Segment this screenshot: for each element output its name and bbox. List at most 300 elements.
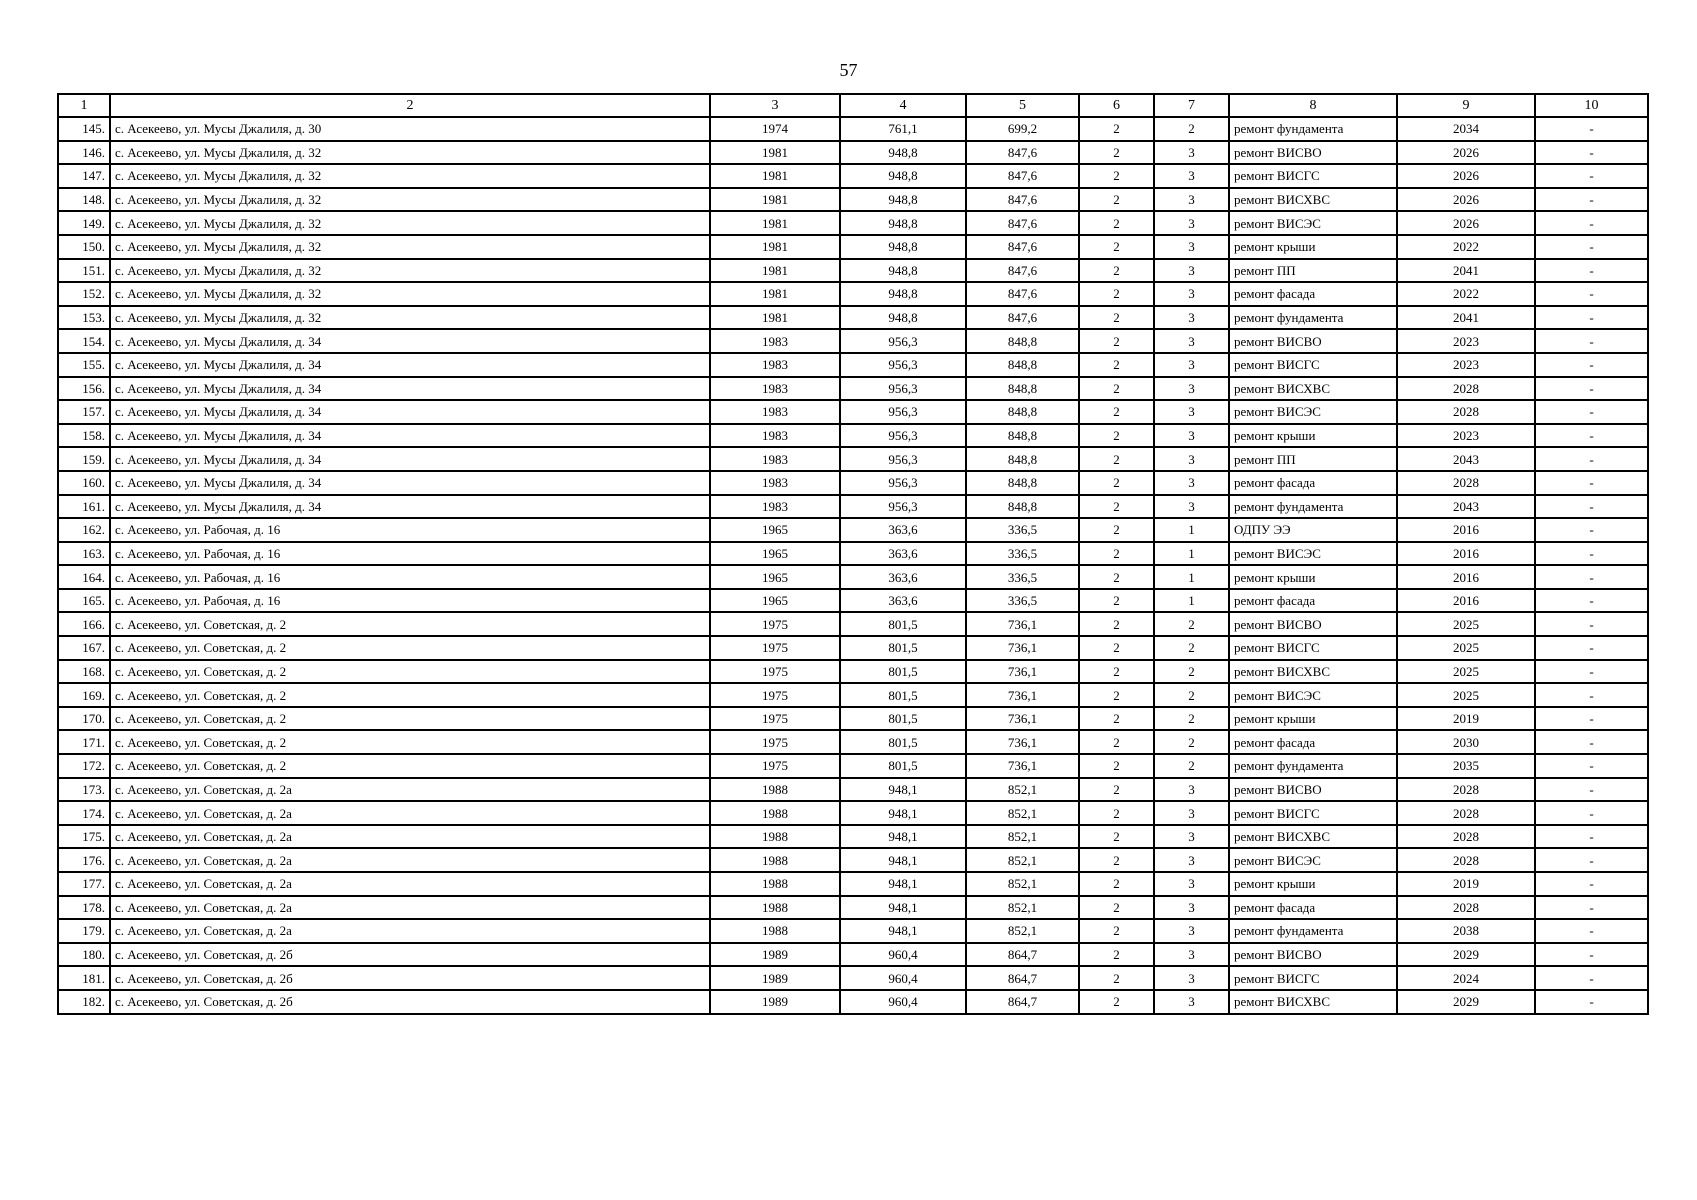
work-type-cell: ремонт ВИСГС (1229, 636, 1397, 660)
living-area-cell: 847,6 (966, 141, 1079, 165)
address-cell: с. Асекеево, ул. Мусы Джалиля, д. 32 (110, 235, 710, 259)
entrances-cell: 3 (1154, 211, 1229, 235)
year-cell: 1981 (710, 235, 840, 259)
table-row (58, 848, 1648, 872)
note-cell: - (1535, 825, 1648, 849)
planned-year-cell: 2035 (1397, 754, 1535, 778)
total-area-cell: 363,6 (840, 518, 966, 542)
note-cell: - (1535, 896, 1648, 920)
table-row (58, 542, 1648, 566)
year-cell: 1975 (710, 636, 840, 660)
planned-year-cell: 2028 (1397, 400, 1535, 424)
note-cell: - (1535, 377, 1648, 401)
floors-cell: 2 (1079, 306, 1154, 330)
planned-year-cell: 2022 (1397, 235, 1535, 259)
planned-year-cell: 2043 (1397, 447, 1535, 471)
planned-year-cell: 2028 (1397, 471, 1535, 495)
address-cell: с. Асекеево, ул. Мусы Джалиля, д. 30 (110, 117, 710, 141)
planned-year-cell: 2028 (1397, 896, 1535, 920)
address-cell: с. Асекеево, ул. Мусы Джалиля, д. 34 (110, 377, 710, 401)
year-cell: 1983 (710, 424, 840, 448)
row-number-cell: 165. (58, 589, 110, 613)
work-type-cell: ремонт ПП (1229, 259, 1397, 283)
work-type-cell: ремонт ВИСХВС (1229, 188, 1397, 212)
table-row (58, 825, 1648, 849)
living-area-cell: 847,6 (966, 282, 1079, 306)
address-cell: с. Асекеево, ул. Мусы Джалиля, д. 34 (110, 353, 710, 377)
address-cell: с. Асекеево, ул. Мусы Джалиля, д. 32 (110, 141, 710, 165)
table-header-row (58, 94, 1648, 117)
total-area-cell: 960,4 (840, 943, 966, 967)
work-type-cell: ремонт ВИСГС (1229, 353, 1397, 377)
address-cell: с. Асекеево, ул. Рабочая, д. 16 (110, 565, 710, 589)
row-number-cell: 155. (58, 353, 110, 377)
address-cell: с. Асекеево, ул. Советская, д. 2а (110, 848, 710, 872)
table-row (58, 329, 1648, 353)
floors-cell: 2 (1079, 612, 1154, 636)
row-number-cell: 176. (58, 848, 110, 872)
year-cell: 1989 (710, 990, 840, 1014)
year-cell: 1988 (710, 872, 840, 896)
entrances-cell: 3 (1154, 259, 1229, 283)
floors-cell: 2 (1079, 636, 1154, 660)
work-type-cell: ремонт крыши (1229, 707, 1397, 731)
living-area-cell: 336,5 (966, 518, 1079, 542)
floors-cell: 2 (1079, 825, 1154, 849)
note-cell: - (1535, 801, 1648, 825)
total-area-cell: 948,8 (840, 306, 966, 330)
entrances-cell: 3 (1154, 377, 1229, 401)
work-type-cell: ремонт фасада (1229, 471, 1397, 495)
planned-year-cell: 2025 (1397, 660, 1535, 684)
entrances-cell: 3 (1154, 990, 1229, 1014)
address-cell: с. Асекеево, ул. Советская, д. 2б (110, 990, 710, 1014)
address-cell: с. Асекеево, ул. Мусы Джалиля, д. 34 (110, 400, 710, 424)
living-area-cell: 852,1 (966, 872, 1079, 896)
table-row (58, 990, 1648, 1014)
living-area-cell: 736,1 (966, 730, 1079, 754)
living-area-cell: 336,5 (966, 589, 1079, 613)
row-number-cell: 147. (58, 164, 110, 188)
living-area-cell: 699,2 (966, 117, 1079, 141)
planned-year-cell: 2016 (1397, 518, 1535, 542)
year-cell: 1988 (710, 848, 840, 872)
note-cell: - (1535, 353, 1648, 377)
row-number-cell: 168. (58, 660, 110, 684)
year-cell: 1988 (710, 919, 840, 943)
entrances-cell: 2 (1154, 117, 1229, 141)
row-number-cell: 145. (58, 117, 110, 141)
note-cell: - (1535, 754, 1648, 778)
table-row (58, 447, 1648, 471)
floors-cell: 2 (1079, 164, 1154, 188)
work-type-cell: ремонт ВИСЭС (1229, 848, 1397, 872)
row-number-cell: 182. (58, 990, 110, 1014)
work-type-cell: ремонт ВИСВО (1229, 778, 1397, 802)
row-number-cell: 169. (58, 683, 110, 707)
table-row (58, 259, 1648, 283)
planned-year-cell: 2038 (1397, 919, 1535, 943)
entrances-cell: 2 (1154, 707, 1229, 731)
year-cell: 1988 (710, 778, 840, 802)
year-cell: 1989 (710, 943, 840, 967)
note-cell: - (1535, 565, 1648, 589)
planned-year-cell: 2025 (1397, 612, 1535, 636)
address-cell: с. Асекеево, ул. Мусы Джалиля, д. 32 (110, 188, 710, 212)
column-header: 9 (1397, 94, 1535, 117)
year-cell: 1975 (710, 754, 840, 778)
total-area-cell: 801,5 (840, 660, 966, 684)
year-cell: 1983 (710, 377, 840, 401)
address-cell: с. Асекеево, ул. Советская, д. 2а (110, 801, 710, 825)
year-cell: 1983 (710, 495, 840, 519)
floors-cell: 2 (1079, 589, 1154, 613)
address-cell: с. Асекеево, ул. Советская, д. 2а (110, 825, 710, 849)
note-cell: - (1535, 636, 1648, 660)
note-cell: - (1535, 164, 1648, 188)
note-cell: - (1535, 683, 1648, 707)
floors-cell: 2 (1079, 872, 1154, 896)
living-area-cell: 736,1 (966, 636, 1079, 660)
floors-cell: 2 (1079, 683, 1154, 707)
total-area-cell: 761,1 (840, 117, 966, 141)
row-number-cell: 174. (58, 801, 110, 825)
entrances-cell: 3 (1154, 896, 1229, 920)
floors-cell: 2 (1079, 660, 1154, 684)
table-row (58, 636, 1648, 660)
table-row (58, 188, 1648, 212)
floors-cell: 2 (1079, 801, 1154, 825)
living-area-cell: 848,8 (966, 447, 1079, 471)
entrances-cell: 1 (1154, 518, 1229, 542)
row-number-cell: 162. (58, 518, 110, 542)
work-type-cell: ремонт ВИСВО (1229, 612, 1397, 636)
work-type-cell: ремонт ВИСХВС (1229, 990, 1397, 1014)
row-number-cell: 167. (58, 636, 110, 660)
work-type-cell: ремонт ВИСВО (1229, 141, 1397, 165)
table-row (58, 896, 1648, 920)
note-cell: - (1535, 211, 1648, 235)
table-row (58, 306, 1648, 330)
planned-year-cell: 2029 (1397, 990, 1535, 1014)
work-type-cell: ремонт ВИСГС (1229, 164, 1397, 188)
address-cell: с. Асекеево, ул. Советская, д. 2 (110, 636, 710, 660)
floors-cell: 2 (1079, 400, 1154, 424)
living-area-cell: 848,8 (966, 424, 1079, 448)
address-cell: с. Асекеево, ул. Советская, д. 2б (110, 943, 710, 967)
table-row (58, 141, 1648, 165)
living-area-cell: 852,1 (966, 848, 1079, 872)
year-cell: 1989 (710, 966, 840, 990)
year-cell: 1965 (710, 565, 840, 589)
floors-cell: 2 (1079, 353, 1154, 377)
floors-cell: 2 (1079, 919, 1154, 943)
floors-cell: 2 (1079, 966, 1154, 990)
work-type-cell: ремонт фасада (1229, 896, 1397, 920)
capital-repair-table (57, 93, 1649, 1015)
living-area-cell: 852,1 (966, 919, 1079, 943)
entrances-cell: 3 (1154, 164, 1229, 188)
living-area-cell: 847,6 (966, 235, 1079, 259)
floors-cell: 2 (1079, 447, 1154, 471)
floors-cell: 2 (1079, 990, 1154, 1014)
column-header: 8 (1229, 94, 1397, 117)
entrances-cell: 2 (1154, 636, 1229, 660)
row-number-cell: 159. (58, 447, 110, 471)
entrances-cell: 3 (1154, 329, 1229, 353)
year-cell: 1965 (710, 589, 840, 613)
address-cell: с. Асекеево, ул. Советская, д. 2а (110, 872, 710, 896)
note-cell: - (1535, 848, 1648, 872)
entrances-cell: 3 (1154, 966, 1229, 990)
planned-year-cell: 2023 (1397, 424, 1535, 448)
table-row (58, 612, 1648, 636)
total-area-cell: 948,8 (840, 282, 966, 306)
year-cell: 1981 (710, 306, 840, 330)
address-cell: с. Асекеево, ул. Советская, д. 2б (110, 966, 710, 990)
note-cell: - (1535, 329, 1648, 353)
living-area-cell: 736,1 (966, 707, 1079, 731)
row-number-cell: 173. (58, 778, 110, 802)
floors-cell: 2 (1079, 377, 1154, 401)
note-cell: - (1535, 707, 1648, 731)
note-cell: - (1535, 471, 1648, 495)
address-cell: с. Асекеево, ул. Советская, д. 2 (110, 660, 710, 684)
note-cell: - (1535, 966, 1648, 990)
entrances-cell: 3 (1154, 400, 1229, 424)
total-area-cell: 363,6 (840, 565, 966, 589)
planned-year-cell: 2034 (1397, 117, 1535, 141)
row-number-cell: 146. (58, 141, 110, 165)
planned-year-cell: 2022 (1397, 282, 1535, 306)
table-row (58, 943, 1648, 967)
year-cell: 1983 (710, 400, 840, 424)
planned-year-cell: 2016 (1397, 589, 1535, 613)
row-number-cell: 153. (58, 306, 110, 330)
work-type-cell: ремонт ВИСВО (1229, 329, 1397, 353)
entrances-cell: 2 (1154, 754, 1229, 778)
total-area-cell: 363,6 (840, 542, 966, 566)
planned-year-cell: 2028 (1397, 848, 1535, 872)
living-area-cell: 736,1 (966, 612, 1079, 636)
table-row (58, 778, 1648, 802)
year-cell: 1988 (710, 801, 840, 825)
living-area-cell: 736,1 (966, 660, 1079, 684)
living-area-cell: 847,6 (966, 164, 1079, 188)
table-row (58, 919, 1648, 943)
total-area-cell: 948,1 (840, 848, 966, 872)
living-area-cell: 847,6 (966, 211, 1079, 235)
note-cell: - (1535, 919, 1648, 943)
row-number-cell: 156. (58, 377, 110, 401)
row-number-cell: 160. (58, 471, 110, 495)
work-type-cell: ремонт ВИСЭС (1229, 400, 1397, 424)
total-area-cell: 956,3 (840, 495, 966, 519)
column-header: 7 (1154, 94, 1229, 117)
total-area-cell: 956,3 (840, 471, 966, 495)
note-cell: - (1535, 259, 1648, 283)
year-cell: 1983 (710, 447, 840, 471)
total-area-cell: 363,6 (840, 589, 966, 613)
entrances-cell: 2 (1154, 612, 1229, 636)
work-type-cell: ремонт ВИСЭС (1229, 211, 1397, 235)
table-row (58, 730, 1648, 754)
address-cell: с. Асекеево, ул. Советская, д. 2 (110, 612, 710, 636)
year-cell: 1981 (710, 259, 840, 283)
year-cell: 1981 (710, 141, 840, 165)
living-area-cell: 848,8 (966, 471, 1079, 495)
address-cell: с. Асекеево, ул. Мусы Джалиля, д. 32 (110, 259, 710, 283)
work-type-cell: ремонт фасада (1229, 589, 1397, 613)
total-area-cell: 948,1 (840, 801, 966, 825)
total-area-cell: 948,1 (840, 825, 966, 849)
total-area-cell: 801,5 (840, 636, 966, 660)
address-cell: с. Асекеево, ул. Мусы Джалиля, д. 32 (110, 211, 710, 235)
floors-cell: 2 (1079, 495, 1154, 519)
row-number-cell: 152. (58, 282, 110, 306)
note-cell: - (1535, 730, 1648, 754)
note-cell: - (1535, 400, 1648, 424)
living-area-cell: 736,1 (966, 754, 1079, 778)
total-area-cell: 801,5 (840, 683, 966, 707)
planned-year-cell: 2043 (1397, 495, 1535, 519)
total-area-cell: 948,1 (840, 896, 966, 920)
row-number-cell: 177. (58, 872, 110, 896)
living-area-cell: 336,5 (966, 565, 1079, 589)
table-row (58, 495, 1648, 519)
row-number-cell: 161. (58, 495, 110, 519)
work-type-cell: ремонт ВИСВО (1229, 943, 1397, 967)
work-type-cell: ремонт фундамента (1229, 306, 1397, 330)
entrances-cell: 3 (1154, 306, 1229, 330)
note-cell: - (1535, 424, 1648, 448)
address-cell: с. Асекеево, ул. Мусы Джалиля, д. 32 (110, 164, 710, 188)
work-type-cell: ремонт фасада (1229, 282, 1397, 306)
table-row (58, 235, 1648, 259)
table-row (58, 471, 1648, 495)
living-area-cell: 847,6 (966, 188, 1079, 212)
entrances-cell: 3 (1154, 943, 1229, 967)
planned-year-cell: 2029 (1397, 943, 1535, 967)
planned-year-cell: 2026 (1397, 164, 1535, 188)
row-number-cell: 149. (58, 211, 110, 235)
floors-cell: 2 (1079, 471, 1154, 495)
planned-year-cell: 2026 (1397, 188, 1535, 212)
floors-cell: 2 (1079, 565, 1154, 589)
table-row (58, 282, 1648, 306)
living-area-cell: 848,8 (966, 353, 1079, 377)
table-row (58, 683, 1648, 707)
work-type-cell: ремонт ВИСЭС (1229, 542, 1397, 566)
year-cell: 1975 (710, 660, 840, 684)
entrances-cell: 3 (1154, 353, 1229, 377)
entrances-cell: 1 (1154, 589, 1229, 613)
total-area-cell: 956,3 (840, 377, 966, 401)
living-area-cell: 852,1 (966, 896, 1079, 920)
planned-year-cell: 2041 (1397, 306, 1535, 330)
total-area-cell: 801,5 (840, 612, 966, 636)
row-number-cell: 170. (58, 707, 110, 731)
work-type-cell: ремонт крыши (1229, 872, 1397, 896)
total-area-cell: 801,5 (840, 754, 966, 778)
address-cell: с. Асекеево, ул. Советская, д. 2а (110, 896, 710, 920)
floors-cell: 2 (1079, 778, 1154, 802)
address-cell: с. Асекеево, ул. Рабочая, д. 16 (110, 542, 710, 566)
living-area-cell: 847,6 (966, 306, 1079, 330)
year-cell: 1983 (710, 353, 840, 377)
work-type-cell: ремонт фасада (1229, 730, 1397, 754)
living-area-cell: 848,8 (966, 377, 1079, 401)
entrances-cell: 3 (1154, 848, 1229, 872)
floors-cell: 2 (1079, 943, 1154, 967)
note-cell: - (1535, 589, 1648, 613)
living-area-cell: 852,1 (966, 801, 1079, 825)
work-type-cell: ремонт ПП (1229, 447, 1397, 471)
planned-year-cell: 2019 (1397, 872, 1535, 896)
entrances-cell: 3 (1154, 872, 1229, 896)
entrances-cell: 3 (1154, 424, 1229, 448)
planned-year-cell: 2016 (1397, 565, 1535, 589)
address-cell: с. Асекеево, ул. Советская, д. 2а (110, 778, 710, 802)
row-number-cell: 179. (58, 919, 110, 943)
living-area-cell: 852,1 (966, 825, 1079, 849)
total-area-cell: 801,5 (840, 707, 966, 731)
note-cell: - (1535, 872, 1648, 896)
note-cell: - (1535, 282, 1648, 306)
work-type-cell: ремонт крыши (1229, 235, 1397, 259)
total-area-cell: 948,8 (840, 259, 966, 283)
living-area-cell: 864,7 (966, 966, 1079, 990)
total-area-cell: 960,4 (840, 966, 966, 990)
table-row (58, 966, 1648, 990)
entrances-cell: 1 (1154, 542, 1229, 566)
total-area-cell: 956,3 (840, 447, 966, 471)
year-cell: 1981 (710, 282, 840, 306)
floors-cell: 2 (1079, 754, 1154, 778)
entrances-cell: 3 (1154, 282, 1229, 306)
floors-cell: 2 (1079, 117, 1154, 141)
column-header: 4 (840, 94, 966, 117)
planned-year-cell: 2023 (1397, 329, 1535, 353)
note-cell: - (1535, 778, 1648, 802)
note-cell: - (1535, 235, 1648, 259)
living-area-cell: 847,6 (966, 259, 1079, 283)
work-type-cell: ремонт ВИСХВС (1229, 660, 1397, 684)
planned-year-cell: 2030 (1397, 730, 1535, 754)
table-row (58, 377, 1648, 401)
table-row (58, 353, 1648, 377)
note-cell: - (1535, 141, 1648, 165)
floors-cell: 2 (1079, 707, 1154, 731)
planned-year-cell: 2028 (1397, 778, 1535, 802)
table-row (58, 400, 1648, 424)
column-header: 3 (710, 94, 840, 117)
floors-cell: 2 (1079, 730, 1154, 754)
floors-cell: 2 (1079, 235, 1154, 259)
note-cell: - (1535, 306, 1648, 330)
address-cell: с. Асекеево, ул. Мусы Джалиля, д. 34 (110, 329, 710, 353)
table-row (58, 565, 1648, 589)
year-cell: 1965 (710, 542, 840, 566)
planned-year-cell: 2024 (1397, 966, 1535, 990)
year-cell: 1988 (710, 896, 840, 920)
address-cell: с. Асекеево, ул. Советская, д. 2а (110, 919, 710, 943)
floors-cell: 2 (1079, 259, 1154, 283)
planned-year-cell: 2016 (1397, 542, 1535, 566)
column-header: 10 (1535, 94, 1648, 117)
row-number-cell: 150. (58, 235, 110, 259)
planned-year-cell: 2041 (1397, 259, 1535, 283)
